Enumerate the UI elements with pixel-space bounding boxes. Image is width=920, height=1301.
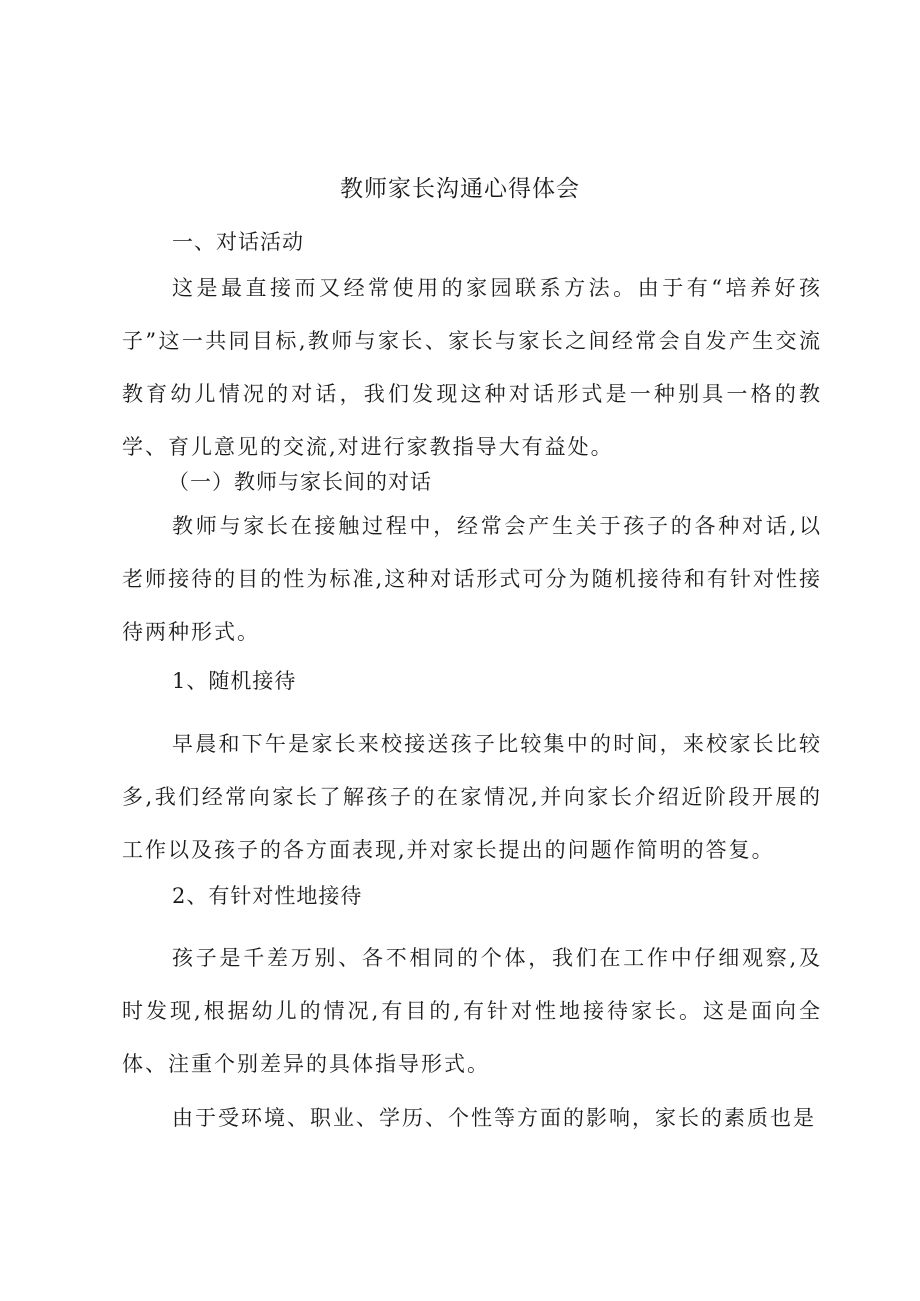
paragraph-targeted-reception: 孩子是千差万别、各不相同的个体，我们在工作中仔细观察,及时发现,根据幼儿的情况,有目的,有针对性地接待家长。这是面向全体、注重个别差异的具体指导形式。 (122, 946, 822, 1076)
paragraph-parent-quality: 由于受环境、职业、学历、个性等方面的影响，家长的素质也是 (172, 1106, 816, 1130)
paragraph-random-reception: 早晨和下午是家长来校接送孩子比较集中的时间，来校家长比较多,我们经常向家长了解孩子的在家情况,并向家长介绍近阶段开展的工作以及孩子的各方面表现,并对家长提出的问题作简明的答复。 (122, 732, 822, 862)
paragraph-intro: 这是最直接而又经常使用的家园联系方法。由于有“培养好孩子”这一共同目标,教师与家长、家长与家长之间经常会自发产生交流教育幼儿情况的对话，我们发现这种对话形式是一种别具一格的教学、育儿意见的交流,对进行家教指导大有益处。 (122, 276, 822, 459)
item-heading-targeted: 2、有针对性地接待 (172, 884, 363, 908)
subsection-heading-teacher-parent: （一）教师与家长间的对话 (168, 470, 432, 494)
document-title: 教师家长沟通心得体会 (340, 176, 580, 202)
paragraph-teacher-parent: 教师与家长在接触过程中，经常会产生关于孩子的各种对话,以老师接待的目的性为标准,这种对话形式可分为随机接待和有针对性接待两种形式。 (122, 514, 822, 644)
section-heading-dialogue: 一、对话活动 (172, 230, 304, 254)
item-heading-random: 1、随机接待 (172, 669, 297, 693)
